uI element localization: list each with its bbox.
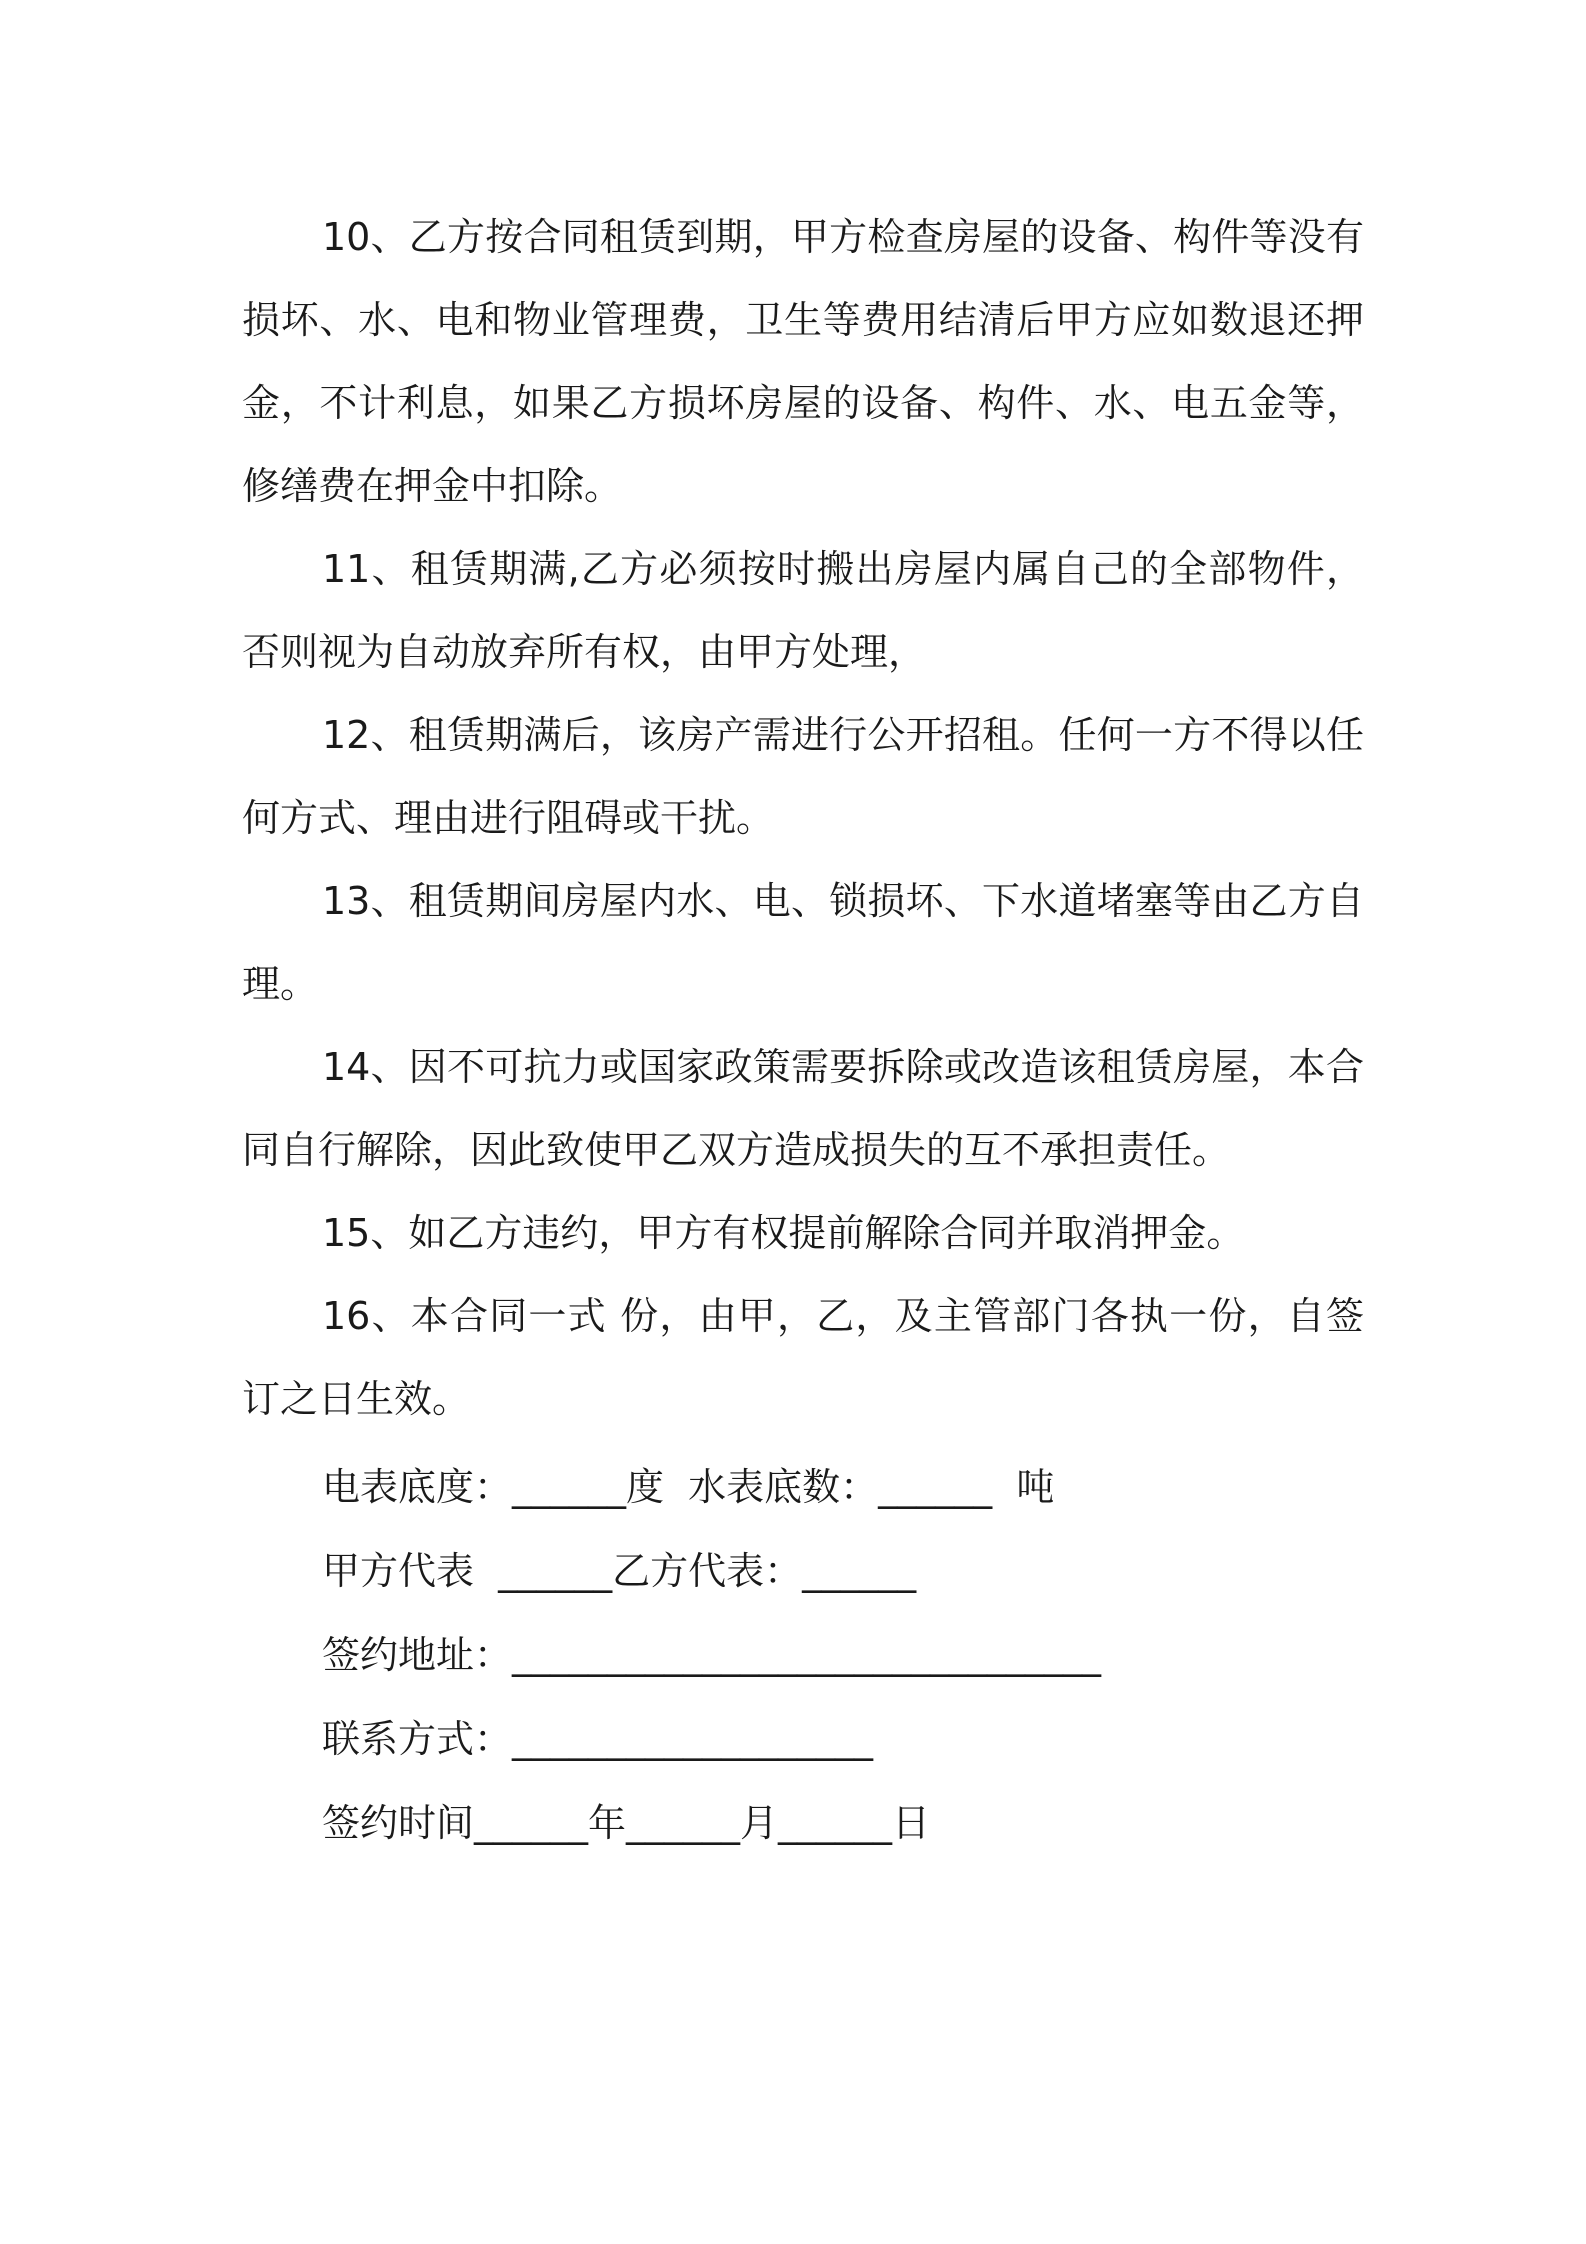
clause-14: 14、因不可抗力或国家政策需要拆除或改造该租赁房屋，本合同自行解除，因此致使甲乙双方造成损失的互不承担责任。 bbox=[242, 1045, 1364, 1172]
contract-clauses bbox=[242, 196, 1364, 1441]
signing-date-field: 签约时间______年______月______日 bbox=[322, 1801, 931, 1845]
clause-13: 13、租赁期间房屋内水、电、锁损坏、下水道堵塞等由乙方自理。 bbox=[242, 879, 1364, 1006]
clause-12: 12、租赁期满后，该房产需进行公开招租。任何一方不得以任何方式、理由进行阻碍或干扰。 bbox=[242, 713, 1364, 840]
contact-field: 联系方式：___________________ bbox=[322, 1717, 874, 1761]
representatives-field: 甲方代表 ______乙方代表：______ bbox=[322, 1549, 917, 1593]
clause-10: 10、乙方按合同租赁到期，甲方检查房屋的设备、构件等没有损坏、水、电和物业管理费，卫生等费用结清后甲方应如数退还押金，不计利息，如果乙方损坏房屋的设备、构件、水、电五金等，修缮费在押金中扣除。 bbox=[242, 215, 1364, 508]
meter-readings-field: 电表底度：______度 水表底数：______ 吨 bbox=[322, 1465, 1055, 1509]
clause-16: 16、本合同一式 份，由甲，乙，及主管部门各执一份，自签订之日生效。 bbox=[242, 1294, 1364, 1421]
clause-11: 11、租赁期满,乙方必须按时搬出房屋内属自己的全部物件，否则视为自动放弃所有权，由甲方处理， bbox=[242, 547, 1364, 674]
signature-fields bbox=[322, 1445, 1322, 1865]
clause-15: 15、如乙方违约，甲方有权提前解除合同并取消押金。 bbox=[322, 1211, 1245, 1255]
signing-address-field: 签约地址：_______________________________ bbox=[322, 1633, 1102, 1677]
